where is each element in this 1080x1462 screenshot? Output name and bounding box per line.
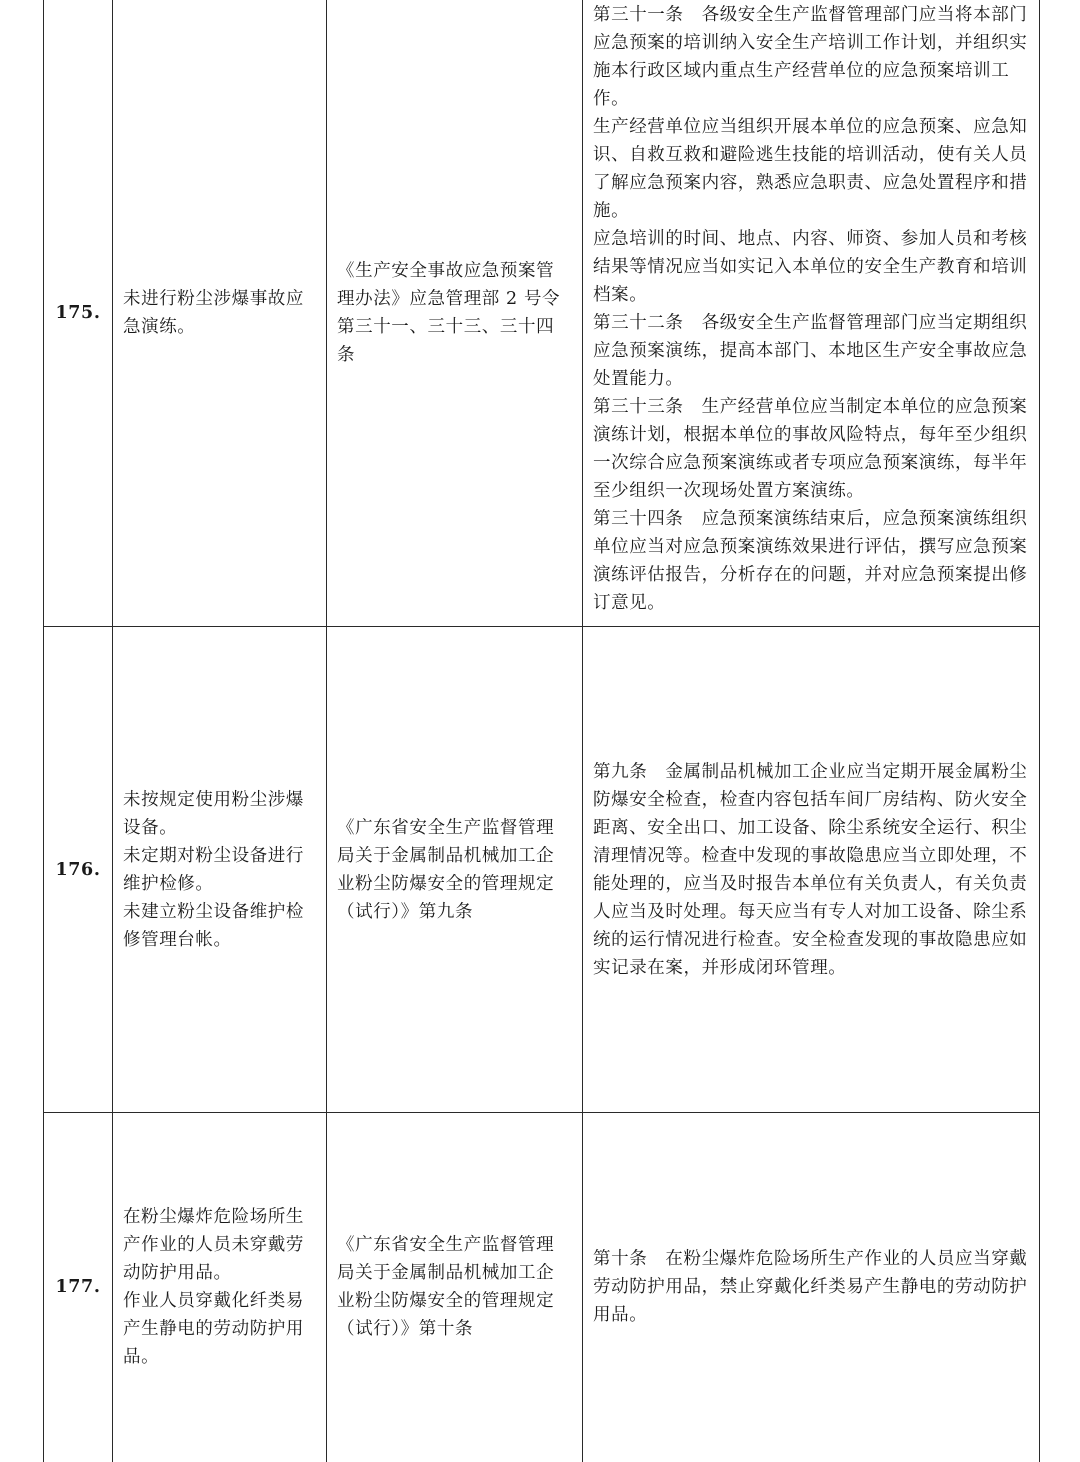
table-row [44, 1113, 1040, 1462]
table-row [44, 627, 1040, 1113]
legal-basis-text: 《广东省安全生产监督管理局关于金属制品机械加工企业粉尘防爆安全的管理规定（试行）》第十条 [337, 1235, 555, 1339]
legal-basis-text: 《广东省安全生产监督管理局关于金属制品机械加工企业粉尘防爆安全的管理规定（试行）》第九条 [337, 817, 555, 922]
clause-cell [583, 0, 1040, 627]
issue-cell [113, 627, 327, 1113]
issue-text: 作业人员穿戴化纤类易产生静电的劳动防护用品。 [123, 1291, 304, 1367]
issue-text: 在粉尘爆炸危险场所生产作业的人员未穿戴劳动防护用品。 [123, 1207, 304, 1283]
table-row [44, 0, 1040, 627]
row-number: 177. [44, 1113, 113, 1462]
clause-paragraph: 第三十三条 生产经营单位应当制定本单位的应急预案演练计划，根据本单位的事故风险特点，每年至少组织一次综合应急预案演练或者专项应急预案演练，每半年至少组织一次现场处置方案演练。 [593, 397, 1028, 501]
clause-paragraph: 第三十二条 各级安全生产监督管理部门应当定期组织应急预案演练，提高本部门、本地区生产安全事故应急处置能力。 [593, 313, 1028, 389]
issue-text: 未建立粉尘设备维护检修管理台帐。 [123, 901, 304, 950]
issue-cell [113, 0, 327, 627]
clause-paragraph: 第九条 金属制品机械加工企业应当定期开展金属粉尘防爆安全检查，检查内容包括车间厂房结构、防火安全距离、安全出口、加工设备、除尘系统安全运行、积尘清理情况等。检查中发现的事故隐患应当立即处理，不能处理的，应当及时报告本单位有关负责人，有关负责人应当及时处理。每天应当有专人对加工设备、除尘系统的运行情况进行检查。安全检查发现的事故隐患应如实记录在案，并形成闭环管理。 [593, 761, 1028, 978]
clause-paragraph: 第十条 在粉尘爆炸危险场所生产作业的人员应当穿戴劳动防护用品，禁止穿戴化纤类易产生静电的劳动防护用品。 [593, 1249, 1028, 1325]
issue-text: 未按规定使用粉尘涉爆设备。 [123, 789, 304, 838]
clause-paragraph: 第三十四条 应急预案演练结束后，应急预案演练组织单位应当对应急预案演练效果进行评估，撰写应急预案演练评估报告，分析存在的问题，并对应急预案提出修订意见。 [593, 509, 1028, 613]
issue-cell [113, 1113, 327, 1462]
legal-basis-text: 《生产安全事故应急预案管理办法》应急管理部 2 号令第三十一、三十三、三十四条 [337, 260, 561, 365]
clause-paragraph: 第三十一条 各级安全生产监督管理部门应当将本部门应急预案的培训纳入安全生产培训工作计划，并组织实施本行政区域内重点生产经营单位的应急预案培训工作。 [593, 5, 1028, 109]
legal-basis-cell [327, 0, 583, 627]
clause-paragraph: 应急培训的时间、地点、内容、师资、参加人员和考核结果等情况应当如实记入本单位的安全生产教育和培训档案。 [593, 229, 1028, 305]
clause-cell [583, 1113, 1040, 1462]
clause-paragraph: 生产经营单位应当组织开展本单位的应急预案、应急知识、自救互救和避险逃生技能的培训活动，使有关人员了解应急预案内容，熟悉应急职责、应急处置程序和措施。 [593, 117, 1028, 221]
issue-text: 未进行粉尘涉爆事故应急演练。 [123, 288, 304, 337]
row-number: 175. [44, 0, 113, 627]
issue-text: 未定期对粉尘设备进行维护检修。 [123, 845, 304, 894]
regulation-table [43, 0, 1040, 1462]
clause-cell [583, 627, 1040, 1113]
row-number: 176. [44, 627, 113, 1113]
legal-basis-cell [327, 627, 583, 1113]
legal-basis-cell [327, 1113, 583, 1462]
